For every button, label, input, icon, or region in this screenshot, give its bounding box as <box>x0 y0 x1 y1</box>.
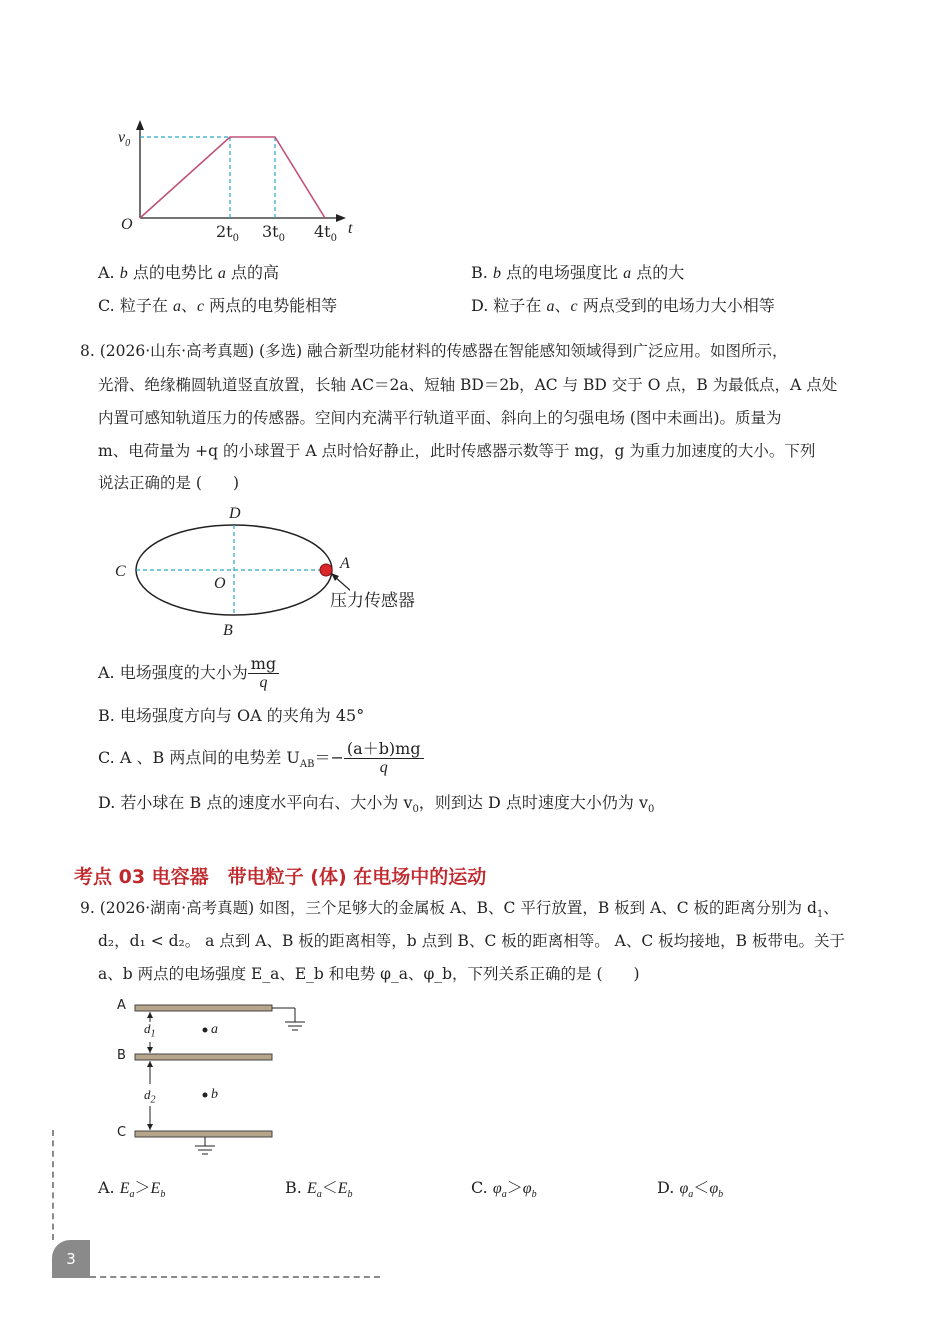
q9-plates-diagram <box>130 998 330 1158</box>
q8-label-b: B <box>223 622 233 639</box>
q8-stem-line5: 说法正确的是 ( ) <box>98 474 240 492</box>
q8-option-a[interactable]: A. 电场强度的大小为 $\frac{mg}{q}$ <box>98 655 279 692</box>
q7-tick-4t0: $4t_0$ <box>314 222 337 245</box>
q9-stem-line2: d₂，d₁ < d₂。 a 点到 A、B 板的距离相等，b 点到 B、C 板的距离相等。 A、C 板均接地，B 板带电。关于 <box>98 932 845 950</box>
q8-stem-line1: 8. (2026·山东·高考真题) (多选) 融合新型功能材料的传感器在智能感知领域得到广泛应用。如图所示， <box>80 342 788 360</box>
q9-point-a-label: a <box>211 1022 218 1037</box>
q7-tick-3t0: $3t_0$ <box>262 222 285 245</box>
q9-plate-a-label: A <box>117 998 126 1013</box>
q7-origin-label: O <box>121 216 133 233</box>
q8-option-d[interactable]: D. 若小球在 B 点的速度水平向右、大小为 $v_0$，则到达 D 点时速度大小仍为 $v_0$ <box>98 793 655 816</box>
q9-stem-line3: a、b 两点的电场强度 E_a、E_b 和电势 φ_a、φ_b，下列关系正确的是 ( ) <box>98 965 640 983</box>
q7-option-a[interactable]: A. b 点的电势比 a 点的高 <box>98 263 280 282</box>
q8-sensor-label: 压力传感器 <box>330 591 415 611</box>
q8-label-a: A <box>340 555 350 572</box>
q9-plate-c-label: C <box>117 1125 127 1140</box>
footer-vertical-dashline <box>52 1130 54 1240</box>
footer-horizontal-dashline <box>90 1276 380 1278</box>
q9-d1-label: $d_1$ <box>144 1021 156 1040</box>
q9-stem-line1: 9. (2026·湖南·高考真题) 如图，三个足够大的金属板 A、B、C 平行放置，B 板到 A、C 板的距离分别为 $d_1$、 <box>80 899 839 921</box>
q8-label-c: C <box>115 563 126 580</box>
q7-option-c[interactable]: C. 粒子在 a、c 两点的电势能相等 <box>98 296 338 315</box>
q8-label-d: D <box>229 505 241 522</box>
page-number: 3 <box>52 1240 90 1278</box>
q9-plate-b-label: B <box>117 1048 126 1063</box>
q8-ellipse-diagram <box>130 520 350 620</box>
q9-d2-label: $d_2$ <box>144 1087 156 1106</box>
q9-option-d[interactable]: D. $\varphi_a<\varphi_b$ <box>657 1178 724 1201</box>
q8-stem-line2: 光滑、绝缘椭圆轨道竖直放置，长轴 AC＝2a、短轴 BD＝2b，AC 与 BD 交于 O 点，B 为最低点，A 点处 <box>98 376 838 394</box>
section-heading: 考点 03 电容器 带电粒子 (体) 在电场中的运动 <box>74 866 487 888</box>
q9-option-a[interactable]: A. $E_a>E_b$ <box>98 1178 166 1201</box>
q7-option-b[interactable]: B. b 点的电场强度比 a 点的大 <box>471 263 685 282</box>
q9-option-b[interactable]: B. $E_a<E_b$ <box>285 1178 353 1201</box>
q8-stem-line3: 内置可感知轨道压力的传感器。空间内充满平行轨道平面、斜向上的匀强电场 (图中未画出)。质量为 <box>98 409 782 427</box>
q9-option-c[interactable]: C. $\varphi_a>\varphi_b$ <box>471 1178 537 1201</box>
q7-v-axis-label: $v_0$ <box>118 129 131 150</box>
q9-point-b-label: b <box>211 1087 218 1102</box>
q8-stem-line4: m、电荷量为 +q 的小球置于 A 点时恰好静止，此时传感器示数等于 mg，g 为重力加速度的大小。下列 <box>98 442 816 460</box>
q7-tick-2t0: $2t_0$ <box>216 222 239 245</box>
q8-option-c[interactable]: C. A 、B 两点间的电势差 $U_{AB}=-$ $\frac{(a+b)mg}{q}$ <box>98 740 424 777</box>
q7-option-d[interactable]: D. 粒子在 a、c 两点受到的电场力大小相等 <box>471 296 775 315</box>
q8-option-b[interactable]: B. 电场强度方向与 OA 的夹角为 45° <box>98 706 365 725</box>
q8-label-o: O <box>214 575 226 592</box>
q7-t-axis-label: t <box>348 220 353 237</box>
